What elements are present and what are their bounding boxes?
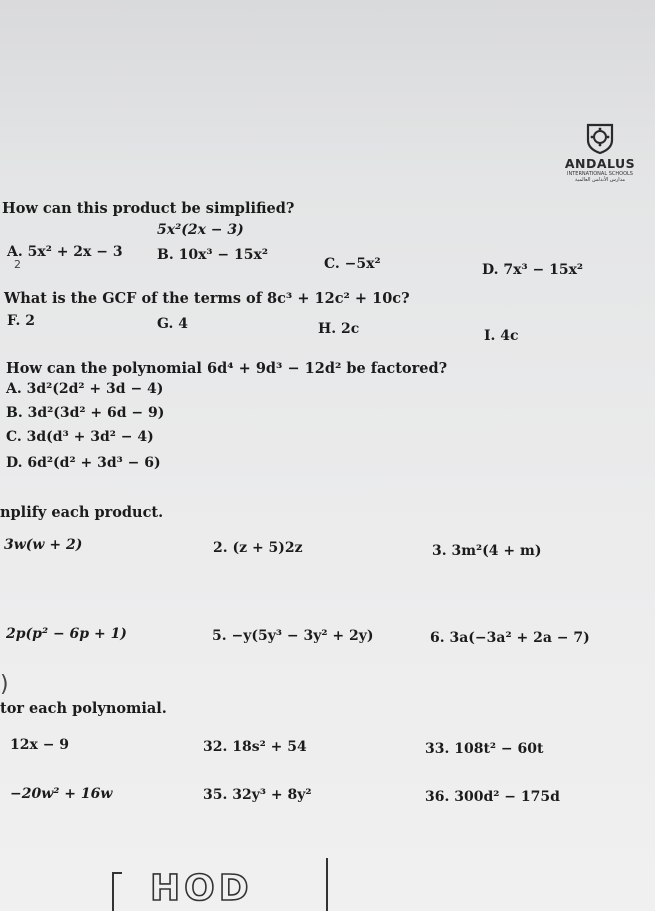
stamp-bracket-left-top <box>112 872 122 874</box>
problem-6: 6. 3a(−3a² + 2a − 7) <box>430 630 590 646</box>
stamp-bracket-right <box>326 858 328 911</box>
problem-36: 36. 300d² − 175d <box>425 789 560 805</box>
q3-option-c: C. 3d(d³ + 3d² − 4) <box>6 429 154 445</box>
problem-32: 32. 18s² + 54 <box>203 739 307 755</box>
q1-option-c: C. −5x² <box>324 256 381 272</box>
q3-option-b: B. 3d²(3d² + 6d − 9) <box>6 405 165 421</box>
hod-stamp: HOD <box>150 868 253 909</box>
problem-35: 35. 32y³ + 8y² <box>203 787 312 803</box>
problem-1: 3w(w + 2) <box>4 537 83 553</box>
q3-option-d: D. 6d²(d² + 3d³ − 6) <box>6 455 161 471</box>
problem-2: 2. (z + 5)2z <box>213 540 303 556</box>
q1-question: How can this product be simplified? <box>2 200 295 217</box>
problem-33: 33. 108t² − 60t <box>425 741 544 757</box>
problem-4: 2p(p² − 6p + 1) <box>6 626 127 642</box>
q1-option-b: B. 10x³ − 15x² <box>157 247 268 263</box>
q3-question: How can the polynomial 6d⁴ + 9d³ − 12d² be factored? <box>6 360 448 377</box>
q2-option-h: H. 2c <box>318 321 360 337</box>
q3-option-a: A. 3d²(2d² + 3d − 4) <box>6 381 164 397</box>
problem-5: 5. −y(5y³ − 3y² + 2y) <box>212 628 374 644</box>
q1-expression: 5x²(2x − 3) <box>157 222 244 238</box>
logo-subtitle: INTERNATIONAL SCHOOLS <box>567 171 633 177</box>
problem-3: 3. 3m²(4 + m) <box>432 543 542 559</box>
q2-option-i: I. 4c <box>484 328 519 344</box>
section-simplify-heading: nplify each product. <box>0 504 164 521</box>
logo-subtitle-arabic: مدارس الأندلس العالمية <box>575 177 625 183</box>
q2-option-f: F. 2 <box>7 313 36 329</box>
logo-name: ANDALUS <box>564 156 636 171</box>
stamp-bracket-left <box>112 872 114 911</box>
handwritten-bracket-mark: ) <box>0 672 9 697</box>
q2-question: What is the GCF of the terms of 8c³ + 12c² + 10c? <box>4 290 410 307</box>
q1-option-d: D. 7x³ − 15x² <box>482 262 584 278</box>
q1-option-a: A. 5x² + 2x − 3 <box>7 244 123 260</box>
problem-31: 12x − 9 <box>10 737 70 753</box>
q2-handwritten-mark: 2 <box>14 258 21 271</box>
school-logo <box>560 122 640 183</box>
problem-34: −20w² + 16w <box>10 786 113 802</box>
school-crest-icon <box>585 122 615 154</box>
section-factor-heading: tor each polynomial. <box>0 700 167 717</box>
q2-option-g: G. 4 <box>157 316 188 332</box>
